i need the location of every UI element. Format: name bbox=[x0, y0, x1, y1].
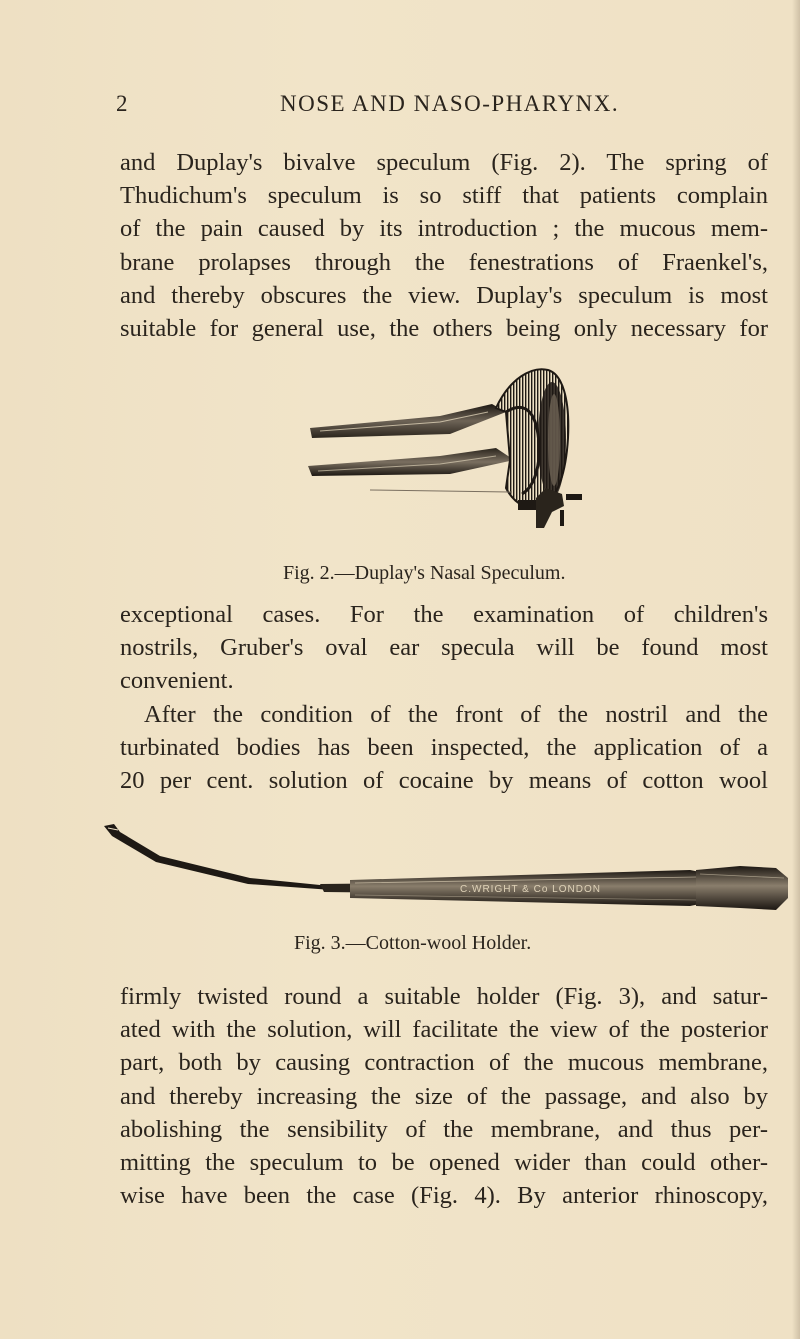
text-line: nostrils, Gruber's oval ear specula will be found most bbox=[120, 634, 768, 662]
paragraph-1 bbox=[120, 146, 768, 345]
text-line: abolishing the sensibility of the membrane, and thus per- bbox=[120, 1115, 768, 1143]
text-line: exceptional cases. For the examination of children's bbox=[120, 601, 768, 628]
text-line: convenient. bbox=[120, 667, 234, 695]
cotton-wool-holder-drawing bbox=[100, 822, 790, 914]
text-line: 20 per cent. solution of cocaine by means of cotton wool bbox=[120, 767, 768, 795]
text-line: part, both by causing contraction of the mucous membrane, bbox=[120, 1049, 768, 1077]
text-line: ated with the solution, will facilitate the view of the posterior bbox=[120, 1016, 768, 1044]
text-line: and thereby increasing the size of the passage, and also by bbox=[120, 1082, 768, 1110]
running-title: NOSE AND NASO-PHARYNX. bbox=[280, 91, 620, 116]
page-number: 2 bbox=[116, 91, 129, 116]
figure-2-caption: Fig. 2.—Duplay's Nasal Speculum. bbox=[283, 562, 566, 584]
text-line: turbinated bodies has been inspected, the application of a bbox=[120, 733, 768, 761]
text-line: wise have been the case (Fig. 4). By anterior rhinoscopy, bbox=[120, 1182, 768, 1210]
text-line: firmly twisted round a suitable holder (Fig. 3), and satur- bbox=[120, 983, 768, 1010]
text-line: of the pain caused by its introduction ; the mucous mem- bbox=[120, 215, 768, 243]
paragraph-3 bbox=[120, 980, 768, 1212]
text-line: After the condition of the front of the nostril and the bbox=[144, 700, 768, 728]
maker-engraving: C.WRIGHT & Co LONDON bbox=[460, 884, 601, 895]
text-line: suitable for general use, the others being only necessary for bbox=[120, 315, 768, 343]
text-line: brane prolapses through the fenestrations of Fraenkel's, bbox=[120, 248, 768, 276]
text-line: Thudichum's speculum is so stiff that patients complain bbox=[120, 182, 768, 210]
page-edge-shadow bbox=[792, 0, 800, 1339]
text-line: and Duplay's bivalve speculum (Fig. 2). The spring of bbox=[120, 149, 768, 176]
paragraph-2 bbox=[120, 598, 768, 797]
text-line: mitting the speculum to be opened wider than could other- bbox=[120, 1149, 768, 1177]
page-header bbox=[116, 91, 716, 121]
figure-2-speculum-illustration bbox=[300, 368, 600, 528]
figure-3-holder-illustration bbox=[100, 822, 790, 914]
text-line: and thereby obscures the view. Duplay's speculum is most bbox=[120, 281, 768, 309]
figure-3-caption: Fig. 3.—Cotton-wool Holder. bbox=[294, 932, 532, 954]
speculum-drawing bbox=[300, 368, 600, 528]
